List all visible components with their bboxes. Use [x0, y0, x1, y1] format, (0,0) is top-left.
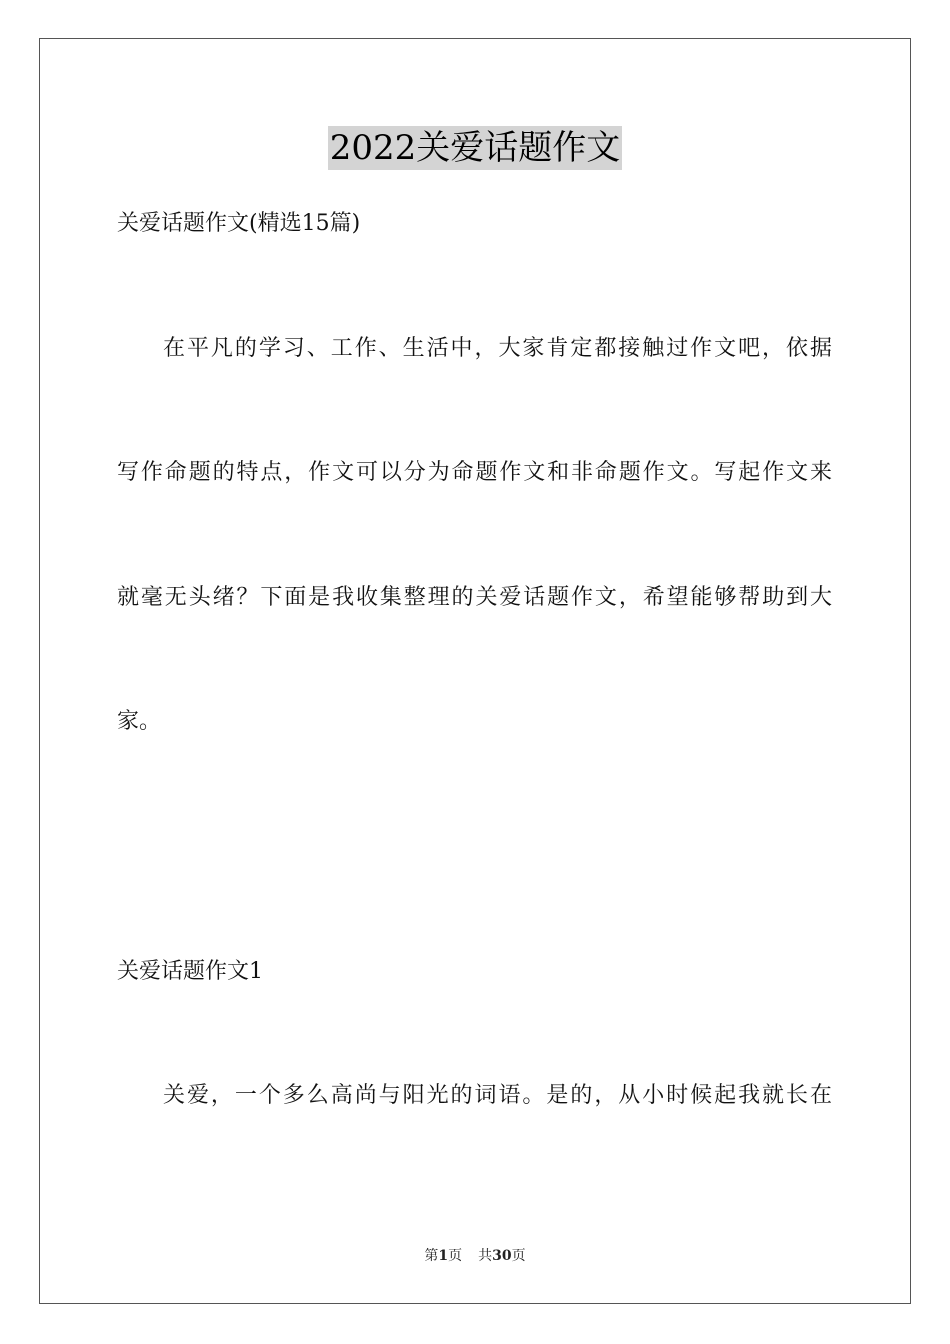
intro-line: 就毫无头绪？下面是我收集整理的关爱话题作文，希望能够帮助到大: [117, 585, 832, 610]
footer-page-current: 1: [438, 1248, 449, 1264]
document-title-text: 2022关爱话题作文: [329, 128, 621, 168]
document-subtitle: 关爱话题作文(精选15篇): [117, 211, 361, 236]
page-footer: [0, 1246, 950, 1266]
footer-page-prefix: 第: [424, 1248, 439, 1264]
intro-line: 在平凡的学习、工作、生活中，大家肯定都接触过作文吧，依据: [163, 336, 832, 361]
footer-total-prefix: 共: [478, 1248, 493, 1264]
section-body-line: 关爱，一个多么高尚与阳光的词语。是的，从小时候起我就长在: [163, 1083, 832, 1108]
footer-total-suffix: 页: [511, 1248, 526, 1264]
intro-line: 家。: [117, 709, 162, 734]
section-heading: 关爱话题作文1: [117, 959, 263, 984]
footer-page-suffix: 页: [448, 1248, 463, 1264]
intro-line: 写作命题的特点，作文可以分为命题作文和非命题作文。写起作文来: [117, 460, 832, 485]
document-title: [0, 126, 950, 170]
footer-page-total: 30: [492, 1248, 512, 1264]
